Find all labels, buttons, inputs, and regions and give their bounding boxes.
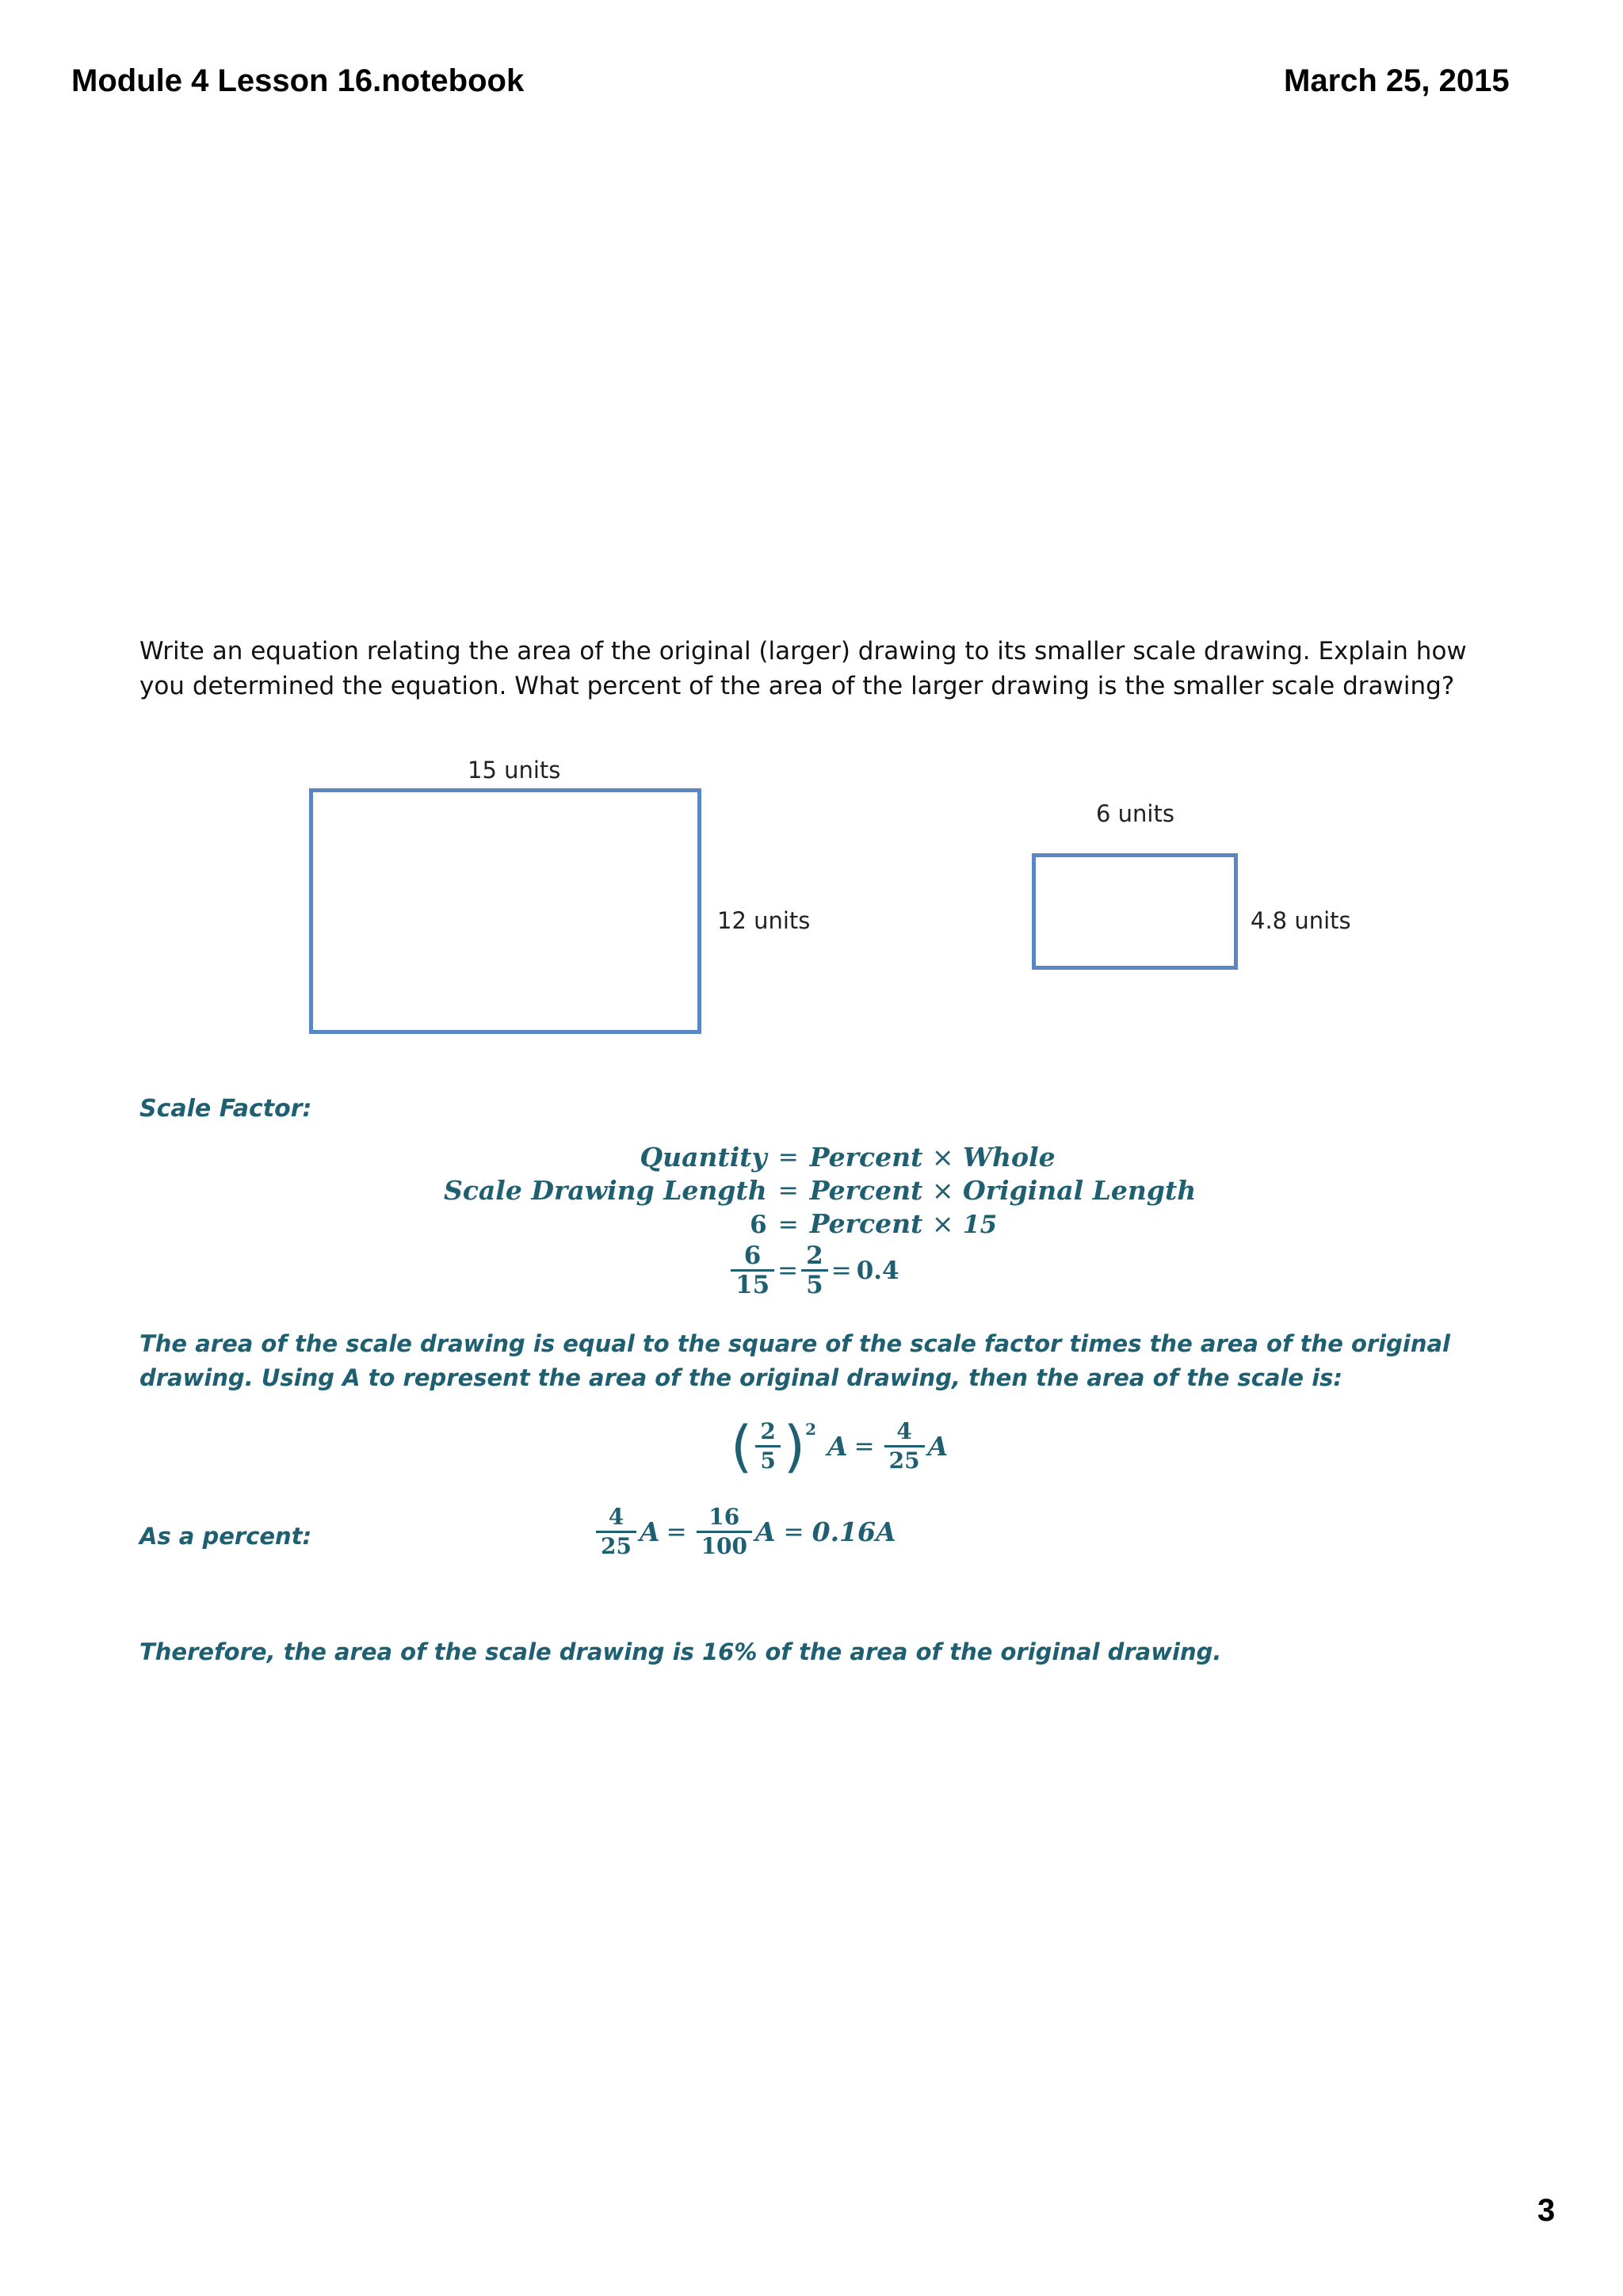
eq3-rhs1: Percent (809, 1208, 923, 1239)
fraction-numerator: 4 (896, 1418, 912, 1444)
equals-sign: = (777, 1210, 799, 1239)
fraction-4-25 (596, 1504, 636, 1560)
notebook-title: Module 4 Lesson 16.notebook (71, 63, 525, 98)
small-height-label: 4.8 units (1251, 907, 1351, 934)
scale-factor-heading: Scale Factor: (139, 1095, 312, 1123)
scale-factor-value: 0.4 (856, 1256, 899, 1285)
fraction-6-15 (731, 1242, 774, 1299)
scale-factor-equations (444, 1141, 1196, 1241)
area-explanation: The area of the scale drawing is equal to the square of the scale factor times the area of the original drawing. Using A to represent the area of the original drawing, then the area of the scale is: (139, 1330, 1450, 1391)
equals-sign: = (666, 1517, 687, 1547)
percent-equation (593, 1504, 896, 1560)
large-width-label: 15 units (468, 757, 561, 784)
small-width-label: 6 units (1096, 800, 1174, 827)
fraction-4-25 (884, 1418, 925, 1474)
equals-sign: = (777, 1256, 799, 1285)
eq2-lhs: Scale Drawing Length (444, 1175, 767, 1206)
equals-sign: = (777, 1177, 799, 1205)
fraction-denominator: 15 (731, 1269, 774, 1299)
page-date: March 25, 2015 (1284, 63, 1510, 98)
equation-fraction (727, 1242, 899, 1299)
equation-length (444, 1174, 1196, 1207)
times-sign: × (931, 1208, 954, 1239)
variable-a: A (827, 1431, 848, 1462)
percent-heading: As a percent: (139, 1523, 312, 1550)
variable-a: A (639, 1516, 660, 1547)
eq2-rhs (799, 1174, 1196, 1207)
fraction-denominator: 5 (801, 1269, 828, 1299)
exponent: 2 (805, 1420, 817, 1439)
area-equation (731, 1413, 949, 1479)
eq3-rhs2: 15 (963, 1211, 998, 1239)
large-height-label: 12 units (717, 907, 811, 934)
large-rectangle (309, 788, 701, 1034)
conclusion-text: Therefore, the area of the scale drawing is 16% of the area of the original drawing. (139, 1638, 1222, 1665)
equals-sign: = (831, 1256, 852, 1285)
question-text: Write an equation relating the area of the original (larger) drawing to its smaller scale drawing. Explain how you determined the equation. What percent of the area of the larger drawing is the smaller scale drawing? (139, 637, 1467, 700)
equals-sign: = (783, 1517, 804, 1547)
small-rectangle (1032, 853, 1238, 970)
fraction-2-5 (801, 1242, 828, 1299)
fraction-numerator: 16 (708, 1504, 740, 1530)
times-sign: × (931, 1142, 954, 1173)
left-paren: ( (731, 1413, 753, 1479)
fraction-denominator: 5 (755, 1445, 780, 1474)
eq1-rhs (799, 1141, 1196, 1174)
fraction-2-5-squared (755, 1418, 780, 1474)
fraction-denominator: 25 (596, 1531, 636, 1560)
fraction-denominator: 100 (697, 1531, 752, 1560)
fraction-numerator: 2 (806, 1241, 823, 1270)
right-paren: ) (783, 1413, 806, 1479)
fraction-numerator: 4 (608, 1504, 624, 1530)
fraction-denominator: 25 (884, 1445, 925, 1474)
eq1-rhs2: Whole (963, 1142, 1056, 1173)
eq3-lhs: 6 (750, 1210, 767, 1239)
equals-sign: = (777, 1143, 799, 1172)
eq1-lhs: Quantity (640, 1142, 767, 1173)
equation-numbers (444, 1207, 1196, 1241)
times-sign: × (931, 1175, 954, 1206)
fraction-16-100 (697, 1504, 752, 1560)
equation-quantity (444, 1141, 1196, 1174)
fraction-numerator: 6 (743, 1241, 762, 1270)
page-number: 3 (1537, 2193, 1556, 2228)
variable-a: A (755, 1516, 776, 1547)
eq1-rhs1: Percent (809, 1142, 923, 1173)
eq2-rhs2: Original Length (963, 1175, 1197, 1206)
eq3-rhs (799, 1207, 1196, 1241)
variable-a: A (927, 1431, 949, 1462)
eq2-rhs1: Percent (809, 1175, 923, 1206)
fraction-numerator: 2 (760, 1418, 776, 1444)
percent-result: 0.16A (812, 1516, 896, 1547)
equals-sign: = (854, 1432, 875, 1461)
